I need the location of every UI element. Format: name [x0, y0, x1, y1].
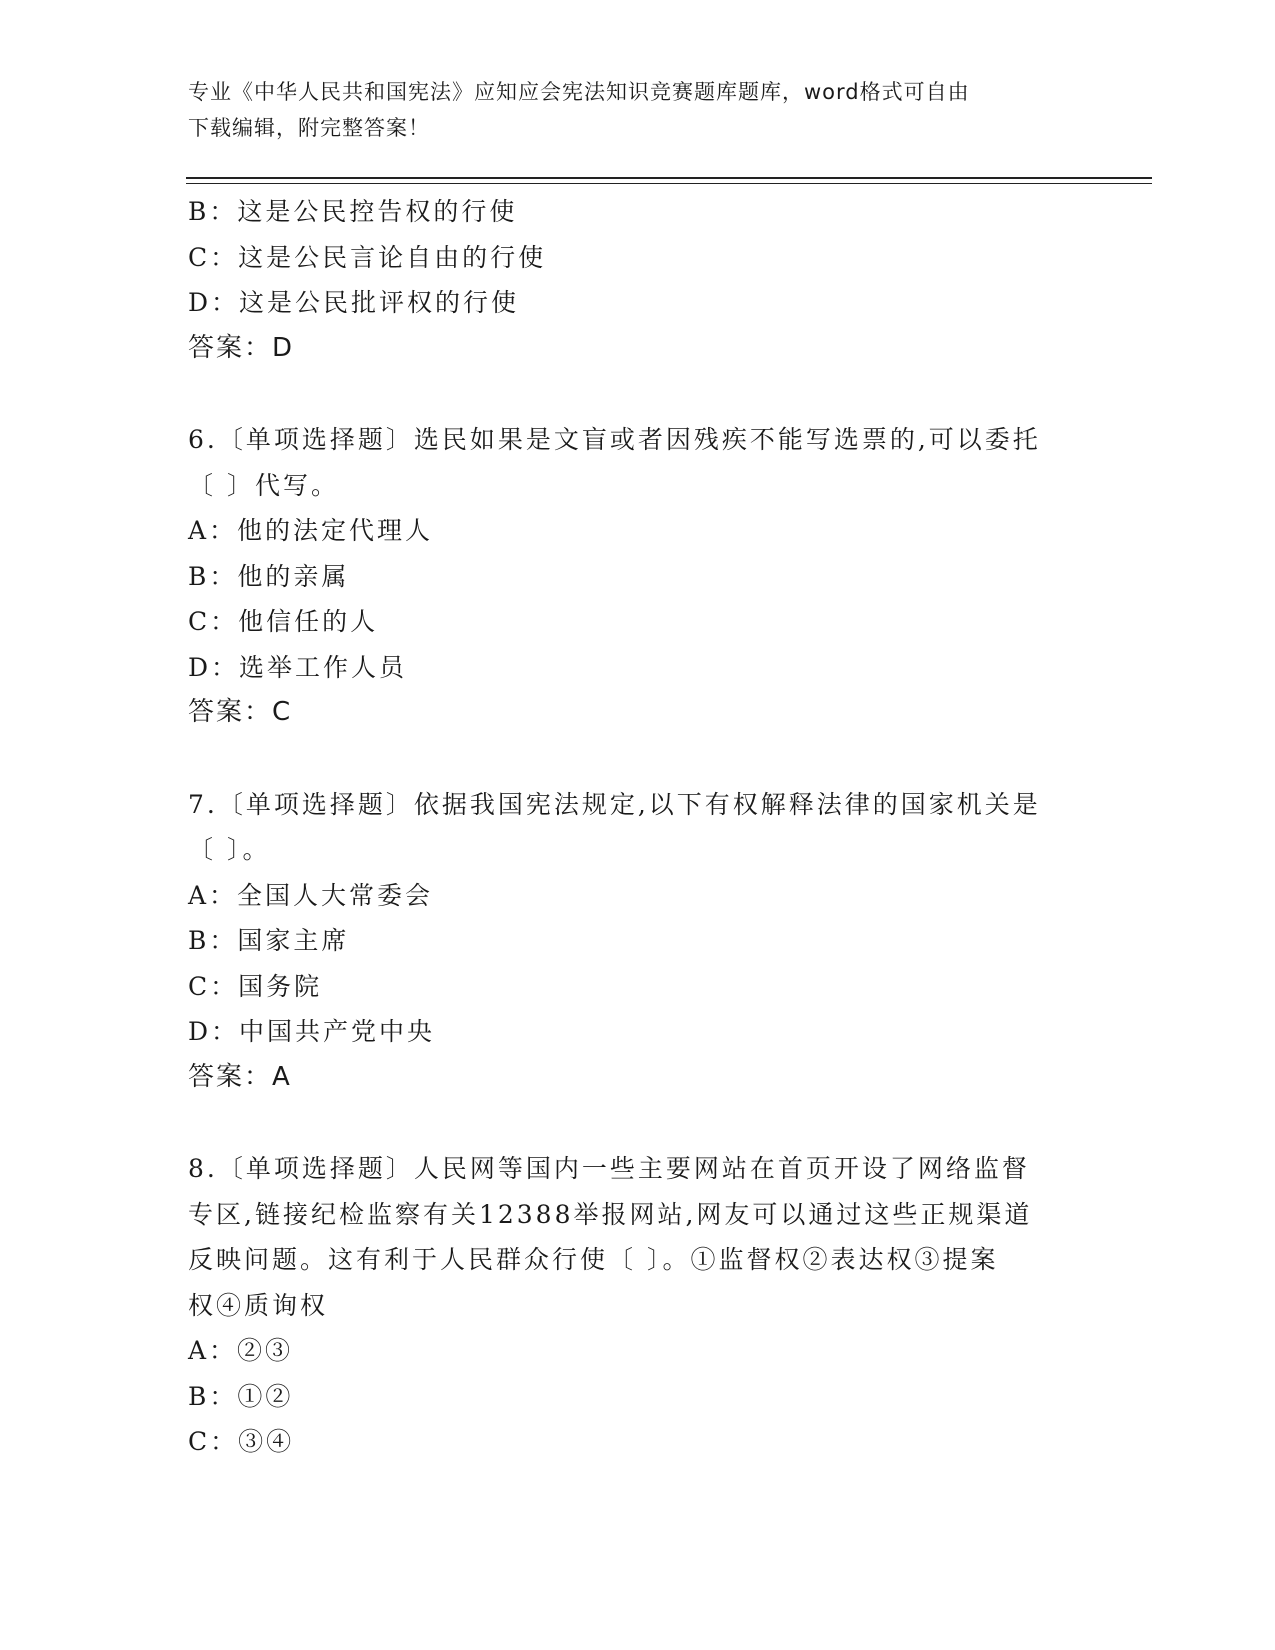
option-b: B：他的亲属	[188, 561, 350, 591]
option-b: B：①②	[188, 1381, 294, 1411]
option-c: C：他信任的人	[188, 607, 379, 636]
option-b: B：这是公民控告权的行使	[188, 197, 518, 226]
question-5-continued	[188, 189, 1088, 371]
spacer	[188, 371, 1088, 417]
option-c: C：③④	[188, 1427, 295, 1456]
question-stem-line: 权④质询权	[188, 1290, 329, 1320]
spacer	[188, 1100, 1088, 1146]
option-a: A：他的法定代理人	[188, 516, 434, 545]
header-line-1: 专业《中华人民共和国宪法》应知应会宪法知识竞赛题库题库，word格式可自由	[188, 80, 970, 104]
question-stem-line: 6.〔单项选择题〕选民如果是文盲或者因残疾不能写选票的,可以委托	[188, 425, 1041, 454]
question-stem-line: 反映问题。这有利于人民群众行使〔 〕。①监督权②表达权③提案	[188, 1245, 999, 1274]
question-stem-line: 专区,链接纪检监察有关12388举报网站,网友可以通过这些正规渠道	[188, 1199, 1033, 1229]
spacer	[188, 736, 1088, 782]
question-stem-line: 8.〔单项选择题〕人民网等国内一些主要网站在首页开设了网络监督	[188, 1154, 1030, 1183]
option-d: D：这是公民批评权的行使	[188, 288, 520, 317]
question-stem-line: 〔 〕代写。	[188, 470, 339, 500]
option-d: D：选举工作人员	[188, 652, 408, 682]
answer-line: 答案：D	[188, 332, 295, 363]
option-c: C：国务院	[188, 971, 323, 1001]
option-a: A：②③	[188, 1336, 294, 1365]
answer-line: 答案：C	[188, 697, 293, 727]
option-a: A：全国人大常委会	[188, 880, 434, 910]
question-7	[188, 782, 1088, 1101]
header-divider-thick	[186, 177, 1152, 179]
answer-line: 答案：A	[188, 1061, 292, 1092]
option-b: B：国家主席	[188, 926, 350, 955]
question-6	[188, 417, 1088, 736]
option-d: D：中国共产党中央	[188, 1017, 436, 1046]
question-stem-line: 7.〔单项选择题〕依据我国宪法规定,以下有权解释法律的国家机关是	[188, 789, 1041, 819]
header-divider-thin	[186, 183, 1152, 184]
question-8	[188, 1146, 1088, 1465]
question-stem-line: 〔 〕。	[188, 835, 271, 864]
document-header	[188, 74, 1088, 146]
header-line-2: 下载编辑，附完整答案！	[188, 116, 430, 140]
question-list	[188, 189, 1088, 1465]
option-c: C：这是公民言论自由的行使	[188, 242, 547, 272]
